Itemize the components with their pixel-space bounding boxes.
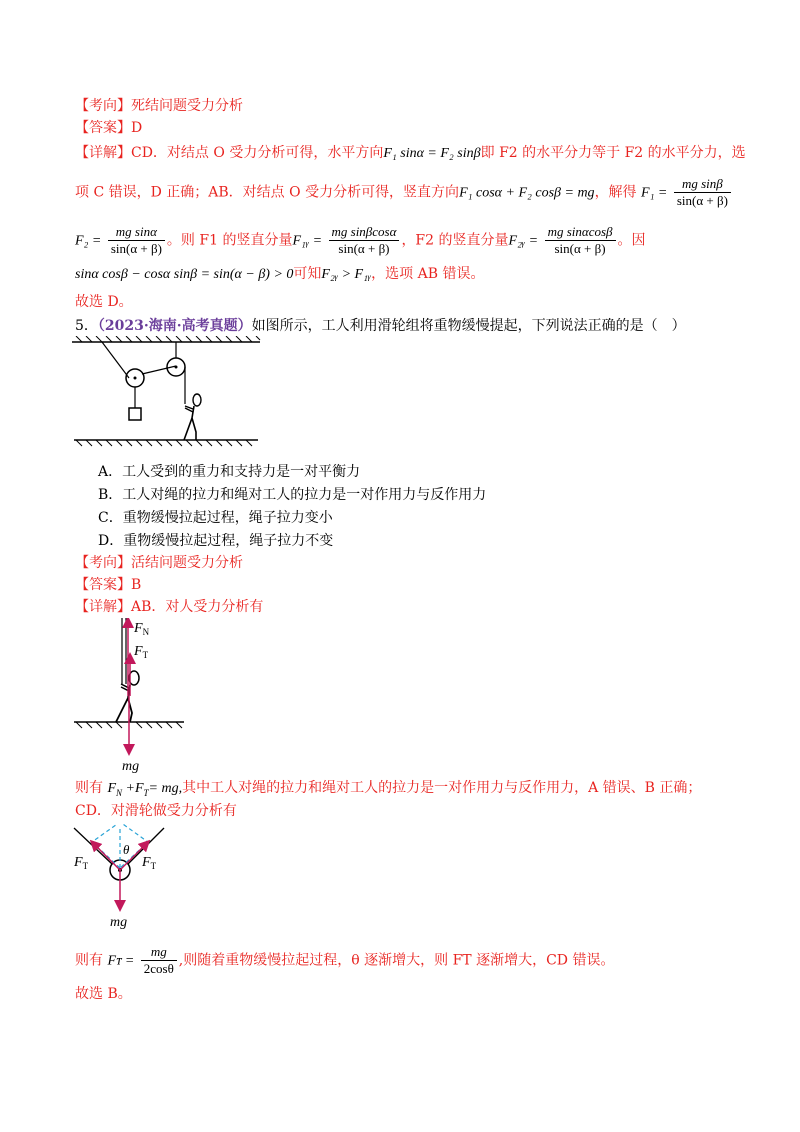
detail-line-5-1: 【详解】AB．对人受力分析有 [75,599,264,615]
ft-right-label: $F_T$ [142,855,157,871]
worker-force-figure [72,618,192,776]
answer-line: 【答案】D [75,120,143,136]
kaoxiang-line-5: 【考向】活结问题受力分析 [75,555,243,571]
detail-line-3: F₂ = $\frac{\text{mg sinα}}{\sin(\alpha + \beta)}$ 。则 F1 的竖直分量F₁ᵧ = $\frac{\text{mg sinβcosα}}{\sin(\alpha + \beta)}$ ，F2 的竖直分量F₂ᵧ = $\frac{\text{mg sinαcosβ}}{\sin(\alpha + \beta)}$ 。因 [75,224,646,256]
detail-line-5-4: 则有 Fᴛ = $\frac{mg}{2\cos\theta}$ ,则随着重物缓慢拉起过程，θ 逐渐增大，则 FT 逐渐增大，CD 错误。 [75,944,615,976]
question-5-stem: 5．（2023·海南·高考真题）如图所示，工人利用滑轮组将重物缓慢提起，下列说法正确的是（ ） [75,318,686,334]
formula-f2y: $\frac{\text{mg sinαcosβ}}{\sin(\alpha + \beta)}$ [545,224,616,257]
mg-label: mg [122,759,140,774]
option-d: D．重物缓慢拉起过程，绳子拉力不变 [98,533,334,549]
theta-label: θ [123,842,130,857]
conclusion-4: 故选 D。 [75,294,133,310]
detail-line-4: sinα cosβ − cosα sinβ = sin(α − β) > 0可知F₂ᵧ > F₁ᵧ，选项 AB 错误。 [75,266,485,282]
option-a: A．工人受到的重力和支持力是一对平衡力 [98,464,361,480]
mg-label-pulley: mg [110,915,128,930]
formula-ft: $\frac{mg}{2\cos\theta}$ [141,944,177,977]
detail-line-1: 【详解】CD．对结点 O 受力分析可得，水平方向F₁ sinα = F₂ sinβ即 F2 的水平分力等于 F2 的水平分力，选 [75,145,746,161]
detail-line-5-3: CD．对滑轮做受力分析有 [75,803,237,819]
detail-line-5-2: 则有 $F_N +F_T=$ mg,其中工人对绳的拉力和绳对工人的拉力是一对作用力与反作用力，A 错误、B 正确； [75,780,702,798]
formula-f1: $\frac{\text{mg sinβ}}{\sin(\alpha + \beta)}$ [674,176,731,209]
formula-f1y: $\frac{\text{mg sinβcosα}}{\sin(\alpha + \beta)}$ [329,224,400,257]
detail-line-2: 项 C 错误，D 正确；AB．对结点 O 受力分析可得，竖直方向F₁ cosα + F₂ cosβ = mg，解得 F₁ = $\frac{\text{mg sinβ}}{\sin(\alpha + \beta)}$ [75,176,733,209]
ft-left-label: $F_T$ [74,855,89,871]
ft-label: $F_T$ [134,644,149,660]
pulley-force-figure [72,824,172,932]
formula-f2: $\frac{\text{mg sinα}}{\sin(\alpha + \beta)}$ [108,224,165,257]
option-b: B．工人对绳的拉力和绳对工人的拉力是一对作用力与反作用力 [98,487,487,503]
kaoxiang-line: 【考向】死结问题受力分析 [75,98,243,114]
conclusion-5: 故选 B。 [75,986,132,1002]
fn-label: $F_N$ [134,621,150,637]
answer-line-5: 【答案】B [75,577,142,593]
pulley-system-figure [72,336,262,448]
option-c: C．重物缓慢拉起过程，绳子拉力变小 [98,510,333,526]
